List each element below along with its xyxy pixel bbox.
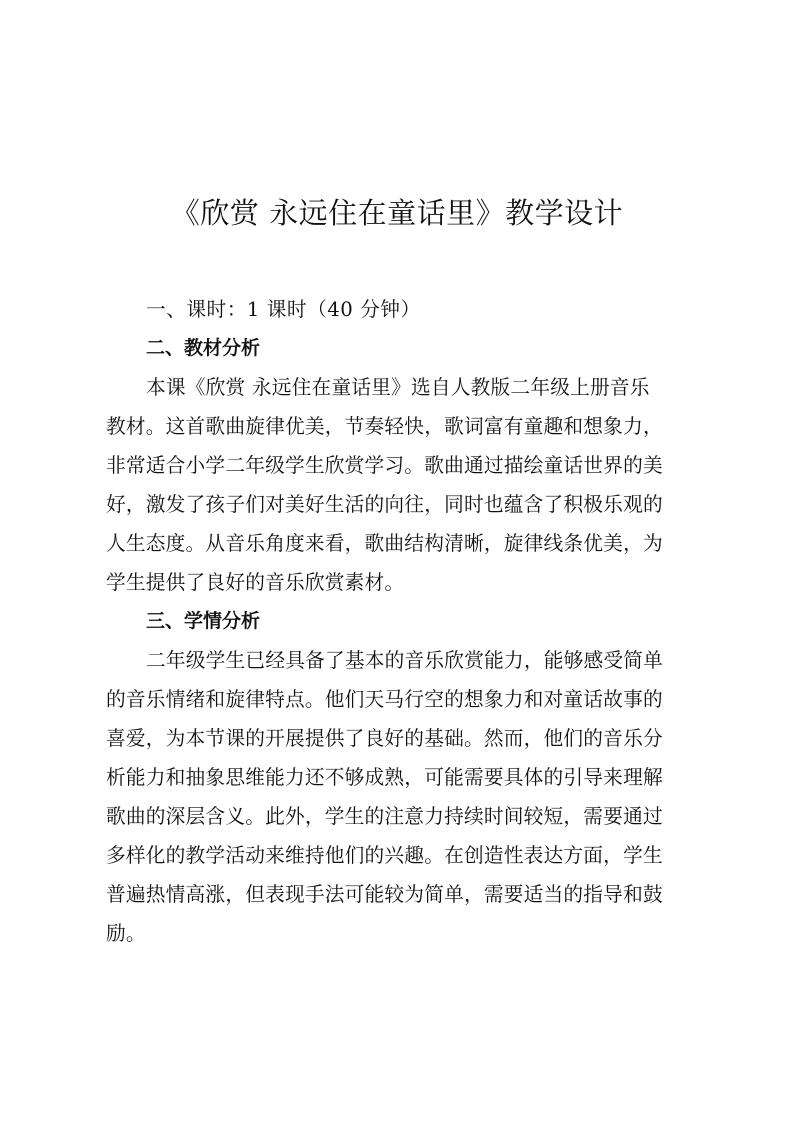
paragraph-line: 二年级学生已经具备了基本的音乐欣赏能力，能够感受简单 [146,649,664,672]
section-heading-textbook-analysis: 二、教材分析 [146,337,261,359]
paragraph-line: 多样化的教学活动来维持他们的兴趣。在创造性表达方面，学生 [106,844,663,867]
paragraph-line: 喜爱，为本节课的开展提供了良好的基础。然而，他们的音乐分 [106,727,663,750]
paragraph-line: 人生态度。从音乐角度来看，歌曲结构清晰，旋律线条优美，为 [106,532,663,555]
paragraph-line: 普遍热情高涨，但表现手法可能较为简单，需要适当的指导和鼓 [106,883,663,906]
document-body [106,290,694,953]
paragraph-line: 歌曲的深层含义。此外，学生的注意力持续时间较短，需要通过 [106,805,663,828]
paragraph-line: 非常适合小学二年级学生欣赏学习。歌曲通过描绘童话世界的美 [106,454,663,477]
lesson-time: 一、课时：1 课时（40 分钟） [146,298,421,321]
paragraph-line: 本课《欣赏 永远住在童话里》选自人教版二年级上册音乐 [146,376,650,399]
paragraph-line: 析能力和抽象思维能力还不够成熟，可能需要具体的引导来理解 [106,766,663,789]
paragraph-line: 学生提供了良好的音乐欣赏素材。 [106,571,405,594]
section-heading-student-analysis: 三、学情分析 [146,610,261,632]
paragraph-line: 好，激发了孩子们对美好生活的向往，同时也蕴含了积极乐观的 [106,493,663,516]
student-analysis-paragraph [106,641,694,953]
paragraph-line: 的音乐情绪和旋律特点。他们天马行空的想象力和对童话故事的 [106,688,663,711]
paragraph-line: 教材。这首歌曲旋律优美，节奏轻快，歌词富有童趣和想象力， [106,415,663,438]
document-title: 《欣赏 永远住在童话里》教学设计 [170,196,624,230]
paragraph-line: 励。 [106,922,146,945]
textbook-analysis-paragraph [106,368,694,602]
